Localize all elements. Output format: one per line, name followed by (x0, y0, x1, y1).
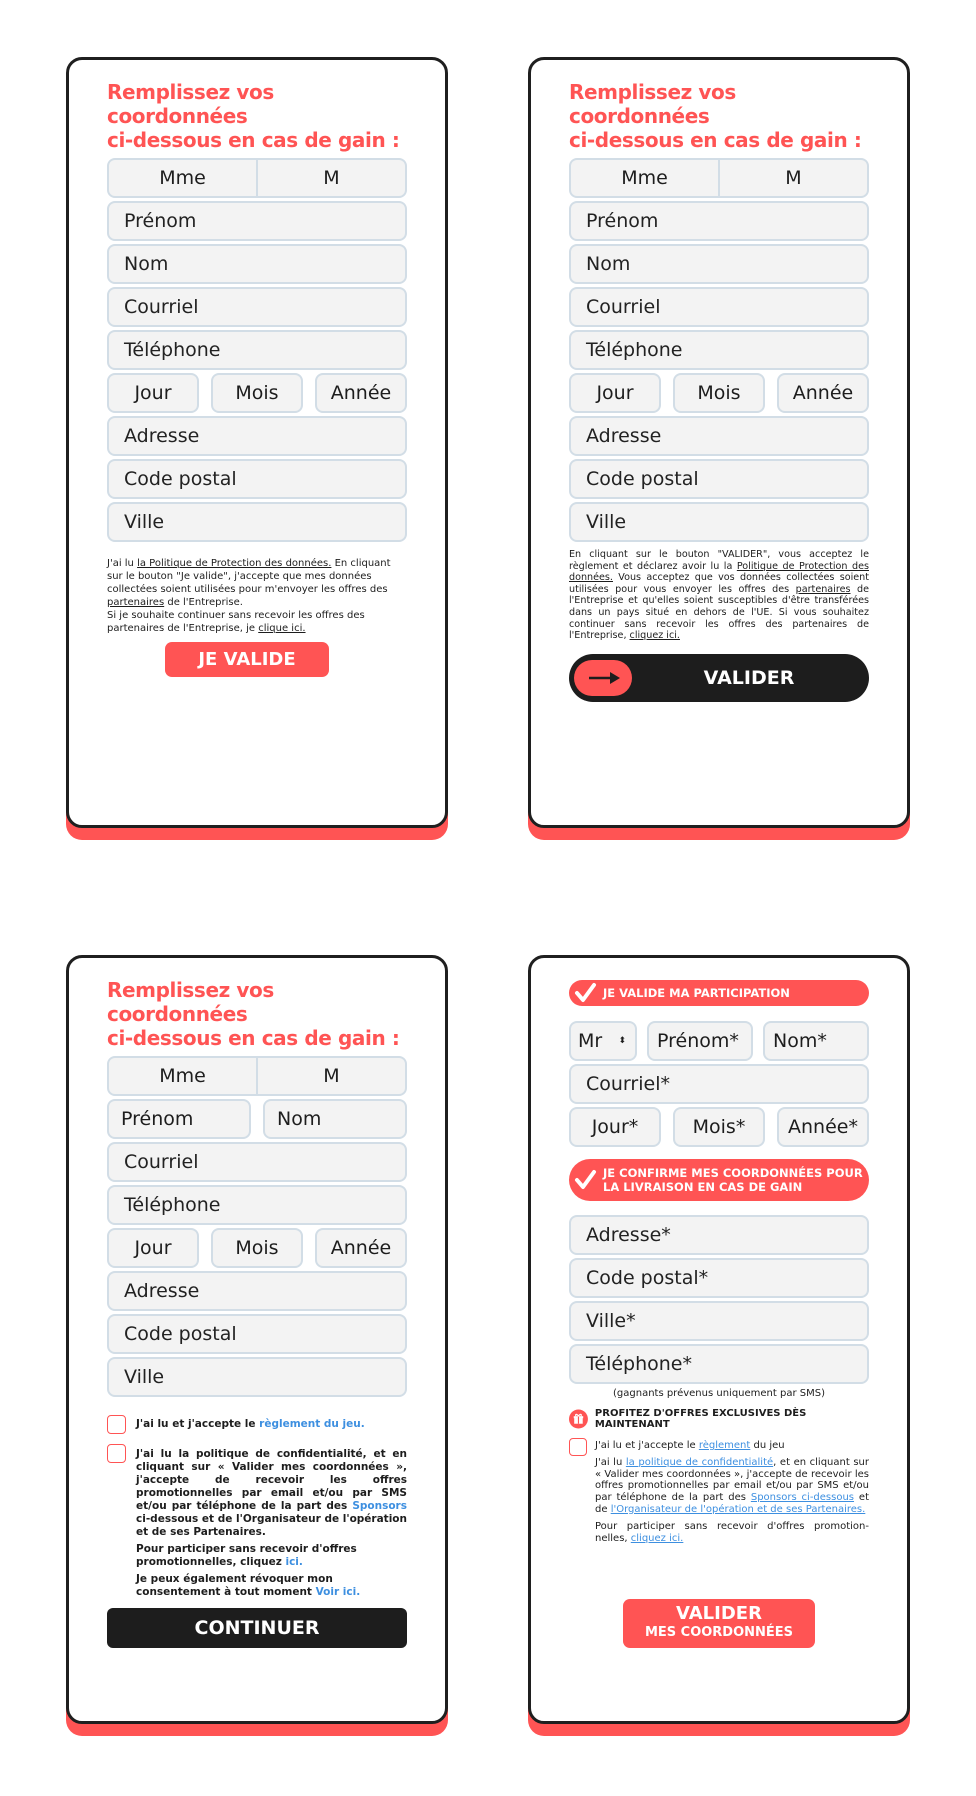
telephone-field[interactable]: Téléphone (107, 1185, 407, 1225)
title-line-1: Remplissez vos coordonnées (569, 80, 736, 128)
courriel-field[interactable]: Courriel* (569, 1064, 869, 1104)
consent-text: et de (595, 1492, 869, 1515)
ville-field[interactable]: Ville (107, 1357, 407, 1397)
nom-field[interactable]: Nom (107, 244, 407, 284)
civility-value: Mr (578, 1030, 603, 1052)
valider-button[interactable] (569, 654, 869, 702)
legal-text: Si je souhaite continuer sans recevoir les offres des partenaires de l'Entreprise, je (107, 610, 365, 634)
month-field[interactable]: Mois (211, 373, 303, 413)
legal-text: J'ai lu (107, 558, 138, 569)
rules-checkbox[interactable] (569, 1438, 587, 1456)
delivery-label-line-1: JE CONFIRME MES COORDONNÉES POUR (603, 1166, 863, 1180)
title-line-2: ci-dessous en cas de gain : (569, 128, 862, 152)
consent-text: Je peux également révoquer mon consentement à tout moment (136, 1573, 333, 1598)
day-field[interactable]: Jour (107, 373, 199, 413)
title-line-1: Remplissez vos coordonnées (107, 80, 274, 128)
code-postal-field[interactable]: Code postal (569, 459, 869, 499)
consent-text: J'ai lu (595, 1456, 626, 1468)
ville-field[interactable]: Ville (107, 502, 407, 542)
consent-text: J'ai lu et j'accepte le (136, 1418, 260, 1430)
legal-notice (107, 557, 407, 635)
partners-link[interactable]: partenaires (795, 583, 851, 595)
birthdate-row (569, 1107, 869, 1147)
consent-text: ci-dessous et de l'Organisateur de l'opération et de ses Partenaires. (136, 1513, 407, 1538)
adresse-field[interactable]: Adresse (569, 416, 869, 456)
participation-label: JE VALIDE MA PARTICIPATION (603, 986, 790, 1000)
civility-option-mme[interactable]: Mme (159, 167, 206, 189)
rules-consent-text (136, 1418, 407, 1431)
civility-option-m[interactable]: M (718, 160, 867, 196)
form-card-variant-1 (66, 57, 448, 828)
sms-note: (gagnants prévenus uniquement par SMS) (613, 1388, 825, 1399)
rules-checkbox[interactable] (107, 1415, 126, 1434)
telephone-field[interactable]: Téléphone (107, 330, 407, 370)
telephone-field[interactable]: Téléphone* (569, 1344, 869, 1384)
valider-label: VALIDER (703, 667, 795, 689)
form-card-variant-3 (66, 955, 448, 1724)
civility-select[interactable] (569, 1021, 637, 1061)
code-postal-field[interactable]: Code postal (107, 1314, 407, 1354)
identity-row (569, 1021, 869, 1061)
je-valide-button[interactable]: JE VALIDE (165, 642, 329, 677)
opt-out-link[interactable]: clique ici. (258, 623, 306, 634)
revoke-consent-link[interactable]: Voir ici. (315, 1586, 361, 1598)
form-card-variant-2 (528, 57, 910, 828)
birthdate-row (107, 1228, 407, 1268)
year-field[interactable]: Année (315, 373, 407, 413)
consent-text: J'ai lu la politique de confidentialité, et en cliquant sur « Valider mes coordonnées », j'accepte de recevoir les offres promotionnelles par email et/ou par SMS et/ou par téléphone de la part des (136, 1448, 407, 1512)
prenom-field[interactable]: Prénom* (647, 1021, 753, 1061)
code-postal-field[interactable]: Code postal* (569, 1258, 869, 1298)
privacy-policy-link[interactable]: Politique de Protection des données. (569, 560, 869, 584)
submit-label-line-1: VALIDER (676, 1603, 762, 1624)
marketing-consent-text (136, 1448, 407, 1599)
organiser-partners-link[interactable]: l'Organisateur de l'opération et de ses Partenaires. (610, 1503, 866, 1515)
legal-text: de l'Entreprise et qu'elles soient susceptibles d'être transférées dans un pays situé en dehors de l'UE. Si vous souhaitez continuer sans recevoir les offres des partenaires de l'Entreprise, (569, 583, 869, 642)
adresse-field[interactable]: Adresse (107, 416, 407, 456)
civility-toggle[interactable] (107, 1056, 407, 1096)
legal-text: de l'Entreprise. (164, 597, 243, 608)
delivery-banner (569, 1159, 869, 1201)
civility-toggle[interactable] (569, 158, 869, 198)
adresse-field[interactable]: Adresse* (569, 1215, 869, 1255)
offers-label: PROFITEZ D'OFFRES EXCLUSIVES DÈS MAINTENANT (594, 1408, 807, 1430)
offers-header (569, 1409, 869, 1429)
sponsors-link[interactable]: Sponsors ci-dessous (750, 1492, 855, 1504)
nom-field[interactable]: Nom* (763, 1021, 869, 1061)
day-field[interactable]: Jour (107, 1228, 199, 1268)
rules-link[interactable]: règlement (698, 1440, 751, 1451)
continuer-button[interactable]: CONTINUER (107, 1608, 407, 1648)
prenom-field[interactable]: Prénom (107, 201, 407, 241)
title-line-1: Remplissez vos coordonnées (107, 978, 274, 1026)
month-field[interactable]: Mois* (673, 1107, 765, 1147)
month-field[interactable]: Mois (211, 1228, 303, 1268)
birthdate-row (107, 373, 407, 413)
checkmark-icon (571, 1167, 601, 1193)
consent-text: , et en cliquant sur « Valider mes coordonnées », j'accepte de recevoir les offres promotionnelles par email et/ou par SMS et/ou par téléphone de la part des (595, 1456, 870, 1504)
day-field[interactable]: Jour* (569, 1107, 661, 1147)
prenom-field[interactable]: Prénom (569, 201, 869, 241)
form-title (107, 80, 407, 152)
nom-field[interactable]: Nom (569, 244, 869, 284)
birthdate-row (569, 373, 869, 413)
civility-option-m[interactable]: M (256, 1058, 405, 1094)
ville-field[interactable]: Ville* (569, 1301, 869, 1341)
opt-out-link[interactable]: cliquez ici. (629, 630, 680, 642)
civility-option-m[interactable]: M (256, 160, 405, 196)
participation-banner (569, 980, 869, 1006)
year-field[interactable]: Année* (777, 1107, 869, 1147)
legal-text: En cliquant sur le bouton "VALIDER", vous acceptez le règlement et déclarez avoir lu la (569, 549, 869, 572)
courriel-field[interactable]: Courriel (569, 287, 869, 327)
arrow-badge (574, 660, 632, 696)
code-postal-field[interactable]: Code postal (107, 459, 407, 499)
title-line-2: ci-dessous en cas de gain : (107, 128, 400, 152)
year-field[interactable]: Année (315, 1228, 407, 1268)
valider-coordonnees-button[interactable] (623, 1599, 815, 1648)
submit-label-line-2: MES COORDONNÉES (644, 1625, 794, 1640)
legal-text: En cliquant sur le bouton "Je valide", j'accepte que mes données collectées soient utilisées pour m'envoyer les offres des (107, 558, 391, 595)
civility-option-mme[interactable]: Mme (159, 1065, 206, 1087)
day-field[interactable]: Jour (569, 373, 661, 413)
form-card-variant-4 (528, 955, 910, 1724)
opt-out-link[interactable]: ici. (285, 1556, 303, 1568)
arrow-right-icon (574, 660, 632, 696)
delivery-label-line-2: LA LIVRAISON EN CAS DE GAIN (603, 1180, 803, 1194)
consent-text: du jeu (750, 1440, 785, 1451)
consent-text: Pour participer sans recevoir d'offres promotion-nelles, (595, 1520, 869, 1544)
legal-text: Vous acceptez que vos données collectées soient utilisées pour vous envoyer les offres des (569, 572, 869, 595)
privacy-policy-link[interactable]: la Politique de Protection des données. (137, 558, 332, 569)
select-arrows-icon: ⬍ (618, 1036, 626, 1046)
consent-text: J'ai lu et j'accepte le (595, 1440, 699, 1451)
consent-text-block (595, 1440, 869, 1544)
civility-toggle[interactable] (107, 158, 407, 198)
opt-out-link[interactable]: cliquez ici. (630, 1532, 684, 1544)
consent-text: Pour participer sans recevoir d'offres promotionnelles, cliquez (136, 1543, 357, 1568)
ville-field[interactable]: Ville (569, 502, 869, 542)
checkmark-icon (571, 980, 601, 1006)
nom-field[interactable]: Nom (263, 1099, 407, 1139)
marketing-checkbox[interactable] (107, 1444, 126, 1463)
gift-icon (569, 1409, 588, 1429)
month-field[interactable]: Mois (673, 373, 765, 413)
privacy-policy-link[interactable]: la politique de confidentialité (625, 1456, 774, 1468)
telephone-field[interactable]: Téléphone (569, 330, 869, 370)
courriel-field[interactable]: Courriel (107, 287, 407, 327)
adresse-field[interactable]: Adresse (107, 1271, 407, 1311)
rules-link[interactable]: règlement du jeu. (259, 1418, 365, 1430)
form-title (569, 80, 869, 152)
sponsors-link[interactable]: Sponsors (352, 1500, 407, 1512)
form-title (107, 978, 407, 1050)
civility-option-mme[interactable]: Mme (621, 167, 668, 189)
partners-link[interactable]: partenaires (107, 597, 165, 608)
courriel-field[interactable]: Courriel (107, 1142, 407, 1182)
name-row (107, 1099, 407, 1139)
year-field[interactable]: Année (777, 373, 869, 413)
legal-notice (569, 549, 869, 642)
prenom-field[interactable]: Prénom (107, 1099, 251, 1139)
title-line-2: ci-dessous en cas de gain : (107, 1026, 400, 1050)
